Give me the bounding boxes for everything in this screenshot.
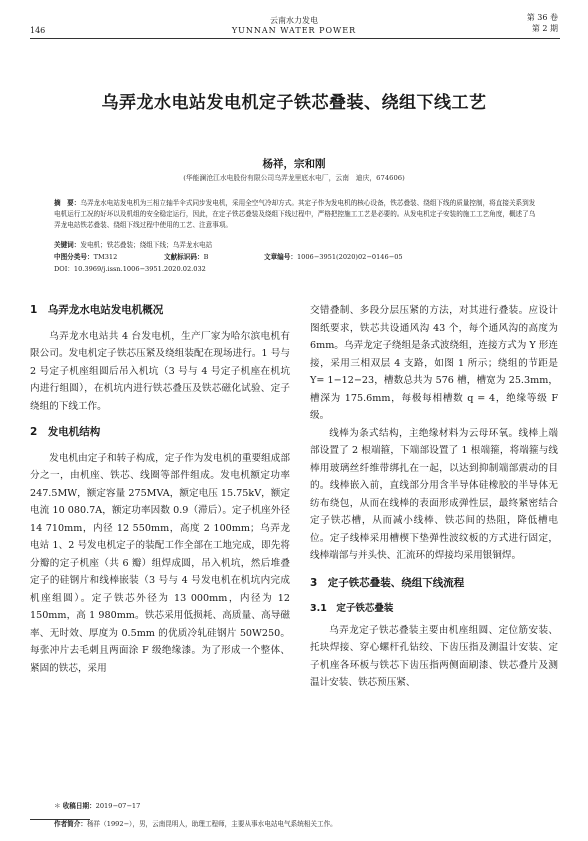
section-2-heading: 2 发电机结构 — [30, 426, 101, 438]
abstract-label: 摘 要： — [54, 199, 81, 207]
page-number: 146 — [30, 26, 46, 35]
classification-line — [54, 252, 538, 263]
article-number-label: 文章编号： — [264, 253, 297, 261]
volume: 第 36 卷 — [526, 13, 558, 22]
doccode-value: B — [203, 253, 209, 261]
continued-paragraph: 交错叠制、多段分层压紧的方法，对其进行叠装。应设计图纸要求，铁芯共设通风沟 43 个，每个通风沟的高度为 6mm。乌弄龙定子绕组是条式波绕组，连接方式为 Y 形连接，采用三相双层 4 支路，如图 1 所示；绕组的节距是 Y= 1−12−23，槽数总共为 576 槽，槽宽为 25.3mm，槽深为 175.6mm，每极每相槽数 q = 4，绝缘等级 F 级。 — [310, 305, 558, 421]
doi: DOI：10.3969/j.issn.1006−3951.2020.02.032 — [54, 265, 206, 273]
keywords-text: 发电机；铁芯叠装；绕组下线；乌弄龙水电站 — [80, 241, 213, 249]
clc-value: TM312 — [93, 253, 118, 261]
right-column — [310, 302, 558, 692]
keywords — [54, 240, 212, 251]
section-2-paragraph: 发电机由定子和转子构成，定子作为发电机的重要组成部分之一，由机座、铁芯、线圈等部件组成。发电机额定功率 247.5MW，额定容量 275MVA，额定电压 15.75kV，额定电流 10 080.7A，额定功率因数 0.9（滞后）。定子机座外径 14 710mm，内径 12 550mm，高度 2 100mm；乌弄龙电站 1、2 号发电机定子的装配工作全部在工地完成，即先将分瓣的定子机座（共 6 瓣）组焊成圆，吊入机坑，然后堆叠定子的硅钢片和线棒嵌装（3 号与 4 号发电机在机坑内完成机座组圆）。定子铁芯外径为 13 000mm，内径为 12 150mm，高 1 980mm。铁芯采用低损耗、高质量、高导磁率、无时效、厚度为 0.5mm 的优质冷轧硅钢片 50W250。每张冲片去毛刺且两面涂 F 级绝缘漆。为了形成一个整体、紧固的铁芯，采用 — [30, 452, 290, 674]
received-label: 收稿日期： — [62, 802, 96, 810]
received-value: 2019−07−17 — [95, 802, 141, 810]
winding-paragraph: 线棒为条式结构，主绝缘材料为云母环氧。线棒上端部设置了 2 根端箍，下端部设置了 1 根端箍，将端箍与线棒用玻璃丝纤维带绑扎在一起，以达到抑制端部震动的目的。线棒嵌入前，直线部分用含半导体硅橡胶的半导体无纺布绕包，从而在线棒的表面形成弹性层，最终紧密结合定子铁芯槽，从而减小线棒、铁芯间的热阻，降低槽电位。定子线棒采用槽楔下垫弹性波纹板的方式进行固定，线棒端部与并头快、汇流环的焊接均采用银铜焊。 — [310, 427, 558, 561]
journal-name-cn: 云南水力发电 — [270, 16, 318, 25]
received-date: ＊ 收稿日期：2019−07−17 — [54, 802, 141, 810]
section-3-1-paragraph: 乌弄龙定子铁芯叠装主要由机座组圆、定位筋安装、托块焊接、穿心螺杆孔钻绞、下齿压指及测温计安装、定子机座各环板与铁芯下齿压指两侧面刷漆、铁芯叠片及测温计安装、铁芯预压紧、 — [310, 624, 558, 688]
section-3-heading: 3 定子铁芯叠装、绕组下线流程 — [310, 576, 465, 589]
abstract-text: 乌弄龙水电站发电机为三相立轴半伞式同步发电机，采用全空气冷却方式。其定子作为发电机的核心设备，铁芯叠装、绕组下线的质量控制，将直接关系到发电机运行工况的好坏以及机组的安全稳定运行，因此，在定子铁芯叠装及绕组下线过程中，严格把控施工工艺是必要的。从发电机定子安装的施工工艺角度，概述了乌弄龙电站铁芯叠装、绕组下线过程中使用的工艺、注意事项。 — [54, 199, 536, 229]
article-title: 乌弄龙水电站发电机定子铁芯叠装、绕组下线工艺 — [101, 93, 487, 113]
issue: 第 2 期 — [531, 24, 558, 33]
section-1-paragraph: 乌弄龙水电站共 4 台发电机，生产厂家为哈尔滨电机有限公司。发电机定子铁芯压紧及绕组装配在现场进行。1 号与 2 号定子机座组圆后吊入机坑（3 号与 4 号定子机座在机坑内进行组圆），在机坑内进行铁芯叠压及铁芯磁化试验、定子绕组的下线工作。 — [30, 330, 290, 412]
author-bio — [54, 819, 337, 829]
journal-name-en: YUNNAN WATER POWER — [231, 26, 357, 35]
section-3-1-heading: 3.1 定子铁芯叠装 — [310, 603, 394, 614]
clc-label: 中图分类号： — [54, 253, 94, 261]
abstract — [54, 198, 538, 231]
author-bio-label: 作者简介： — [54, 820, 87, 828]
header-rule — [30, 38, 560, 39]
left-column — [30, 302, 290, 677]
volume-issue — [527, 12, 558, 34]
doccode-label: 文献标识码： — [164, 253, 204, 261]
author-bio-text: 杨祥（1992−），男，云南昆明人，助理工程师，主要从事水电站电气系统相关工作。 — [86, 820, 337, 828]
section-1-heading: 1 乌弄龙水电站发电机概况 — [30, 304, 164, 316]
authors: 杨祥，宗和刚 — [262, 158, 326, 170]
affiliation: (华能澜沧江水电股份有限公司乌弄龙里底水电厂，云南 迪庆，674606) — [183, 174, 405, 182]
keywords-label: 关键词： — [54, 241, 81, 249]
article-number-value: 1006−3951(2020)02−0146−05 — [296, 253, 403, 261]
